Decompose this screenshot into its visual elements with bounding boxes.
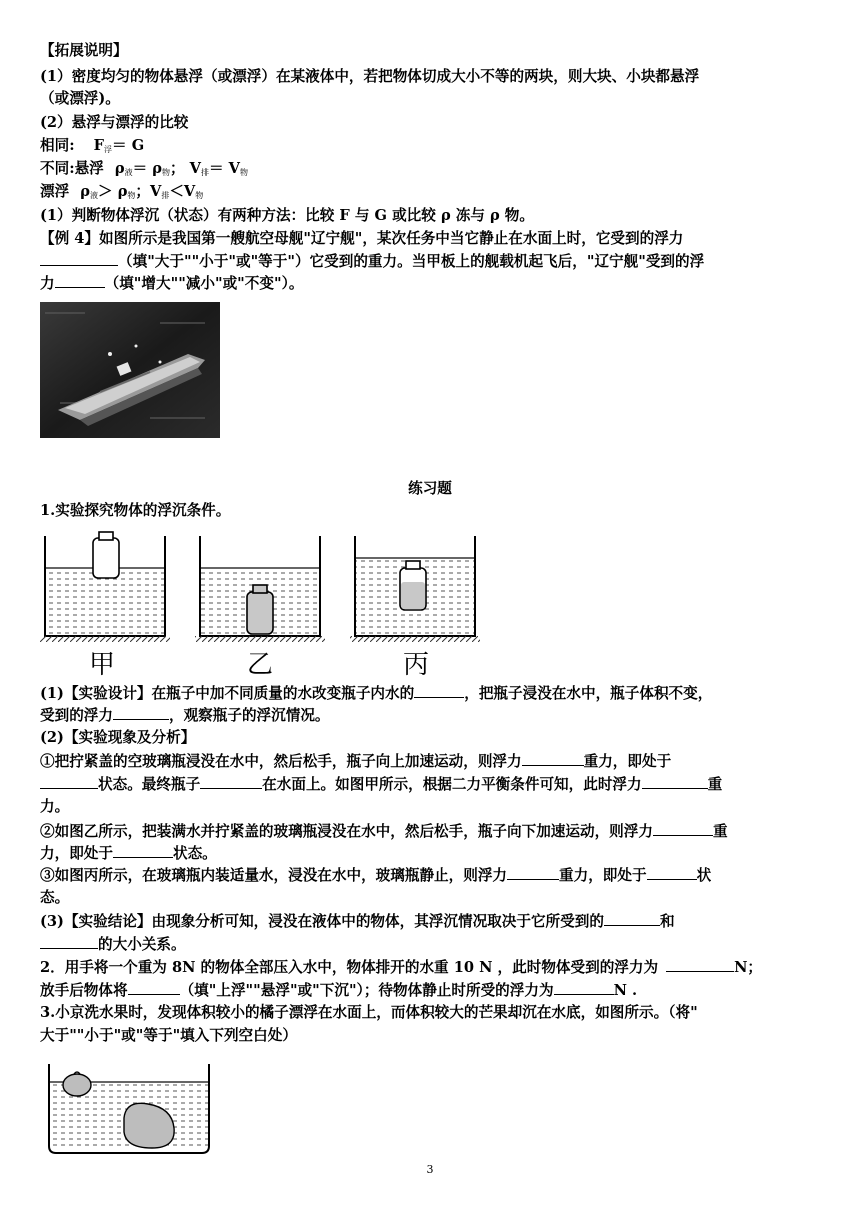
q1-b-line1 [40,820,825,842]
same-F: F [93,137,105,154]
sub-pai: 排 [200,168,209,177]
q1-b1b: 重 [712,823,728,840]
q3-line1: 3.小京洗水果时，发现体积较小的橘子漂浮在水面上，而体积较大的芒果却沉在水底，如图所示。（将" [40,1004,698,1021]
q2-l1b: N； [734,959,763,976]
q1-part2-heading: (2)【实验现象及分析】 [40,729,196,746]
q1-design-line1 [40,682,825,704]
diff-label: 不同:悬浮 [40,160,104,177]
diff-eq: ＝ ρ [132,160,162,177]
example4-l2-text: （填"大于""小于"或"等于"）它受到的重力。当甲板上的舰载机起飞后，"辽宁舰"受到的浮 [118,253,705,270]
example4-line1: 【例 4】如图所示是我国第一艘航空母舰"辽宁舰"，某次任务中当它静止在水面上时，它受到的浮力 [40,230,684,247]
q1-r2: 的大小关系。 [98,936,186,953]
same-rest: ＝ G [112,137,145,154]
diff-veq: ＝ V [208,160,240,177]
aircraft-carrier-photo [40,302,220,438]
q1-c-line1 [40,864,825,886]
answer-blank[interactable] [40,933,98,949]
answer-blank[interactable] [604,910,660,926]
answer-blank[interactable] [40,250,118,266]
answer-blank[interactable] [653,820,713,836]
beaker-yi [195,536,325,642]
answer-blank[interactable] [642,773,708,789]
answer-blank[interactable] [200,773,262,789]
q1-a-line2 [40,773,825,795]
q1-b1a: ②如图乙所示，把装满水并拧紧盖的玻璃瓶浸没在水中，然后松手，瓶子向下加速运动，则浮力 [40,823,653,840]
fruit-basin-figure [44,1058,214,1158]
fig-label-yi: 乙 [246,650,274,678]
judge-line: (1）判断物体浮沉（状态）有两种方法：比较 F 与 G 或比较 ρ 冻与 ρ 物。 [40,207,534,224]
sub-wu2: 物 [239,168,248,177]
q2-line2 [40,979,825,1001]
q1-d2b: ，观察瓶子的浮沉情况。 [168,707,330,724]
float-v: ；V [135,183,162,200]
q1-d1a: (1)【实验设计】在瓶子中加不同质量的水改变瓶子内水的 [40,685,415,702]
q1-a-line3: 力。 [40,798,70,815]
q1-a1a: ①把拧紧盖的空玻璃瓶浸没在水中，然后松手，瓶子向上加速运动，则浮力 [40,753,522,770]
float-rho: ρ [80,183,91,200]
q1-title: 1.实验探究物体的浮沉条件。 [40,502,231,519]
q1-c-line2: 态。 [40,889,70,906]
fig-label-bing: 丙 [402,650,430,678]
page-number: 3 [426,1163,434,1176]
float-gt: ＞ ρ [98,183,128,200]
answer-blank[interactable] [40,773,98,789]
q1-r1b: 和 [659,913,675,930]
beaker-bing [350,536,480,642]
answer-blank[interactable] [113,704,169,720]
sub-wu: 物 [161,168,170,177]
same-sub: 浮 [104,145,113,154]
sub-ye: 液 [124,168,133,177]
answer-blank[interactable] [55,272,105,288]
float-sub-pai: 排 [161,191,170,200]
q1-a2a: 状态。最终瓶子 [98,776,201,793]
answer-blank[interactable] [554,979,614,995]
q1-b2a: 力，即处于 [40,845,113,862]
answer-blank[interactable] [507,864,559,880]
example4-l3b: （填"增大""减小"或"不变"）。 [104,275,304,292]
float-sub-wu2: 物 [195,191,204,200]
diff-v: ； V [169,160,201,177]
same-label: 相同: [40,137,75,154]
q1-c1b: 重力，即处于 [559,867,647,884]
q1-a2b: 在水面上。如图甲所示，根据二力平衡条件可知，此时浮力 [262,776,642,793]
example4-l3a: 力 [40,275,55,292]
orange-icon [63,1072,91,1096]
float-sub-ye: 液 [90,191,99,200]
q1-result-line1 [40,910,825,932]
section-heading: 【拓展说明】 [40,42,128,59]
q2-l2a: 放手后物体将 [40,982,128,999]
q1-a2c: 重 [707,776,723,793]
expand-p1b: （或漂浮)。 [40,90,120,107]
float-sub-wu: 物 [127,191,136,200]
q1-d1b: ，把瓶子浸没在水中，瓶子体积不变， [464,685,713,702]
diff-line [40,158,825,183]
q2-line1 [40,956,825,978]
q1-design-line2 [40,704,825,726]
float-line [40,181,825,206]
q1-a-line1 [40,750,825,772]
answer-blank[interactable] [113,842,173,858]
q1-r1a: (3)【实验结论】由现象分析可知，浸没在液体中的物体，其浮沉情况取决于它所受到的 [40,913,604,930]
q2-l1a: 2．用手将一个重为 8N 的物体全部压入水中，物体排开的水重 10 N ，此时物体受到的浮力为 [40,959,659,976]
q3-line2: 大于""小于"或"等于"填入下列空白处） [40,1027,297,1044]
example4-line2 [40,250,825,272]
float-label: 漂浮 [40,183,70,200]
beaker-jia [40,532,170,642]
same-line [40,135,825,160]
q1-d2a: 受到的浮力 [40,707,113,724]
q1-a1b: 重力，即处于 [583,753,672,770]
answer-blank[interactable] [128,979,180,995]
q2-l2c: N . [613,982,638,999]
example4-line3 [40,272,825,294]
answer-blank[interactable] [414,682,464,698]
q1-b2b: 状态。 [172,845,217,862]
fig-label-jia: 甲 [88,650,116,678]
q1-c1a: ③如图丙所示，在玻璃瓶内装适量水，浸没在水中，玻璃瓶静止，则浮力 [40,867,508,884]
answer-blank[interactable] [522,750,584,766]
q1-result-line2 [40,933,825,955]
answer-blank[interactable] [647,864,697,880]
exercise-title: 练习题 [408,480,452,497]
rho-symbol: ρ [114,160,125,177]
expand-p2: (2）悬浮与漂浮的比较 [40,114,189,131]
answer-blank[interactable] [666,956,734,972]
q1-c1c: 状 [696,867,712,884]
bottle-experiment-figure [40,528,480,678]
float-lt: ＜V [169,183,196,200]
q2-l2b: （填"上浮""悬浮"或"下沉"）；待物体静止时所受的浮力为 [179,982,554,999]
expand-p1a: (1）密度均匀的物体悬浮（或漂浮）在某液体中，若把物体切成大小不等的两块，则大块、小块都悬浮 [40,68,700,85]
q1-b-line2 [40,842,825,864]
